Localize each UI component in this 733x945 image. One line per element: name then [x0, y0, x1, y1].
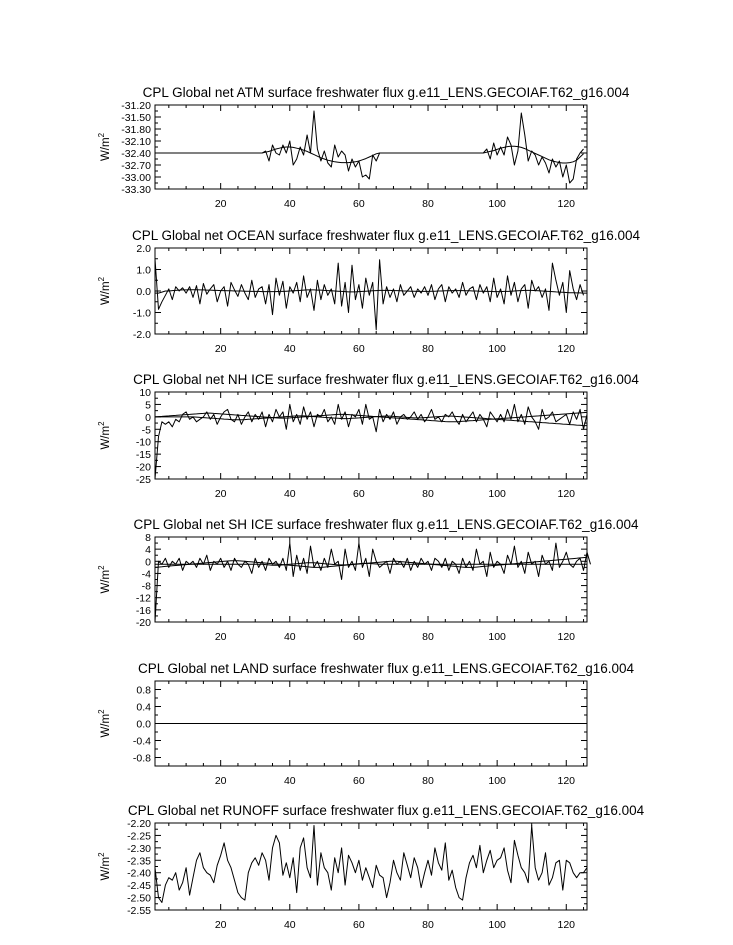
y-tick-label: 8	[145, 532, 151, 544]
x-tick-label: 120	[557, 775, 576, 787]
x-tick-label: 40	[283, 198, 296, 210]
y-axis-label-superscript: 2	[97, 421, 106, 426]
x-tick-label: 80	[422, 919, 434, 931]
y-tick-label: -15	[135, 449, 151, 462]
x-tick-label: 60	[353, 488, 365, 500]
x-tick-label: 60	[353, 919, 365, 931]
chart-title: CPL Global net ATM surface freshwater flux g.e11_LENS.GECOIAF.T62_g16.004	[142, 85, 630, 100]
y-tick-label: -31.80	[121, 124, 151, 136]
y-axis-label-unit: W/m	[100, 425, 112, 450]
x-tick-label: 40	[283, 343, 296, 355]
x-tick-label: 100	[488, 488, 506, 500]
y-axis-label-superscript: 2	[97, 852, 106, 857]
y-axis-label-superscript: 2	[97, 709, 106, 714]
y-tick-label: -0.4	[132, 735, 151, 748]
x-tick-label: 40	[283, 488, 296, 500]
y-axis-label	[97, 276, 112, 305]
y-axis-label	[97, 709, 112, 738]
x-tick-label: 20	[214, 343, 227, 355]
y-tick-label: -2.45	[127, 880, 151, 893]
series-line-1	[155, 543, 591, 622]
y-tick-label: -1.0	[132, 307, 151, 320]
chart-title: CPL Global net RUNOFF surface freshwater flux g.e11_LENS.GECOIAF.T62_g16.004	[127, 803, 645, 818]
y-tick-label: -33.30	[121, 184, 151, 196]
series-line-1	[155, 259, 584, 330]
x-tick-label: 80	[422, 198, 434, 210]
series-line-2	[155, 146, 584, 163]
y-axis-label-unit: W/m	[100, 569, 112, 594]
y-tick-label: -31.50	[121, 112, 151, 124]
y-axis-label	[97, 132, 112, 161]
x-tick-label: 120	[557, 343, 576, 355]
chart-panel-4	[97, 517, 639, 643]
y-tick-label: -16	[135, 604, 151, 617]
x-tick-label: 120	[557, 488, 576, 500]
plot-frame	[155, 392, 587, 479]
y-tick-label: 0.8	[136, 684, 151, 697]
x-tick-label: 100	[488, 775, 506, 787]
y-tick-label: -32.10	[121, 136, 151, 148]
x-tick-label: 20	[214, 198, 227, 210]
x-tick-label: 100	[488, 343, 506, 355]
y-tick-label: 4	[145, 544, 151, 557]
y-tick-label: -12	[135, 592, 151, 605]
plot-frame	[155, 537, 587, 622]
x-tick-label: 80	[422, 631, 434, 643]
y-tick-label: -2.25	[127, 830, 151, 843]
x-tick-label: 100	[488, 198, 506, 210]
y-tick-label: -2.35	[127, 855, 151, 868]
y-tick-label: -8	[141, 580, 151, 593]
chart-title: CPL Global net LAND surface freshwater flux g.e11_LENS.GECOIAF.T62_g16.004	[137, 661, 635, 676]
y-tick-label: -25	[135, 474, 151, 486]
y-tick-label: -2.50	[127, 892, 151, 905]
y-axis-label-unit: W/m	[100, 137, 112, 162]
x-tick-label: 20	[214, 775, 227, 787]
y-tick-label: 0.4	[136, 701, 151, 714]
x-tick-label: 60	[353, 631, 365, 643]
x-tick-label: 40	[283, 631, 296, 643]
y-axis-label-unit: W/m	[100, 281, 112, 306]
y-axis-label-unit: W/m	[100, 713, 112, 738]
plot-frame	[155, 823, 587, 910]
x-tick-label: 100	[488, 631, 506, 643]
x-tick-label: 120	[557, 631, 576, 643]
x-tick-label: 100	[488, 919, 506, 931]
x-tick-label: 60	[353, 343, 365, 355]
y-tick-label: 1.0	[136, 264, 151, 277]
chart-title: CPL Global net NH ICE surface freshwater flux g.e11_LENS.GECOIAF.T62_g16.004	[133, 372, 639, 387]
chart-panel-3	[97, 372, 639, 500]
y-axis-label	[97, 852, 112, 881]
chart-panel-5	[97, 661, 634, 787]
y-tick-label: -4	[141, 568, 151, 581]
y-axis-label-superscript: 2	[97, 276, 106, 282]
y-tick-label: 0	[145, 556, 151, 569]
chart-panel-1	[97, 85, 630, 210]
y-axis-label-superscript: 2	[97, 132, 106, 138]
y-tick-label: -5	[141, 424, 151, 437]
y-tick-label: -32.70	[121, 160, 151, 172]
y-tick-label: -2.55	[127, 905, 151, 917]
y-tick-label: 10	[139, 387, 151, 399]
y-tick-label: -20	[135, 617, 151, 629]
chart-title: CPL Global net SH ICE surface freshwater flux g.e11_LENS.GECOIAF.T62_g16.004	[133, 517, 639, 532]
x-tick-label: 120	[557, 919, 576, 931]
y-tick-label: -10	[135, 436, 151, 449]
chart-panel-2	[97, 228, 640, 355]
x-tick-label: 40	[283, 919, 296, 931]
y-tick-label: 0.0	[136, 286, 151, 298]
series-line-1	[155, 826, 587, 903]
y-tick-label: 5	[145, 399, 151, 412]
y-tick-label: -32.40	[121, 148, 151, 160]
y-tick-label: -31.20	[121, 100, 151, 112]
y-tick-label: -20	[135, 461, 151, 474]
y-tick-label: -33.00	[121, 172, 151, 184]
y-tick-label: -2.0	[132, 329, 151, 341]
x-tick-label: 80	[422, 488, 434, 500]
x-tick-label: 40	[283, 775, 296, 787]
y-axis-label-unit: W/m	[100, 856, 112, 881]
x-tick-label: 20	[214, 488, 227, 500]
y-tick-label: 0.0	[136, 718, 151, 731]
series-line-1	[155, 404, 587, 479]
x-tick-label: 60	[353, 775, 365, 787]
x-tick-label: 120	[557, 198, 576, 210]
x-tick-label: 80	[422, 343, 434, 355]
y-tick-label: -2.40	[127, 867, 151, 880]
chart-panel-6	[97, 803, 645, 931]
x-tick-label: 80	[422, 775, 434, 787]
y-axis-label	[97, 565, 112, 594]
y-tick-label: -0.8	[132, 752, 151, 765]
y-tick-label: 2.0	[136, 243, 151, 255]
y-axis-label-superscript: 2	[97, 565, 106, 570]
y-axis-label	[97, 421, 112, 450]
x-tick-label: 60	[353, 198, 365, 210]
y-tick-label: -2.30	[127, 842, 151, 855]
y-tick-label: 0	[145, 411, 151, 424]
x-tick-label: 20	[214, 919, 227, 931]
y-tick-label: -2.20	[127, 818, 151, 830]
x-tick-label: 20	[214, 631, 227, 643]
chart-title: CPL Global net OCEAN surface freshwater flux g.e11_LENS.GECOIAF.T62_g16.004	[131, 228, 641, 243]
